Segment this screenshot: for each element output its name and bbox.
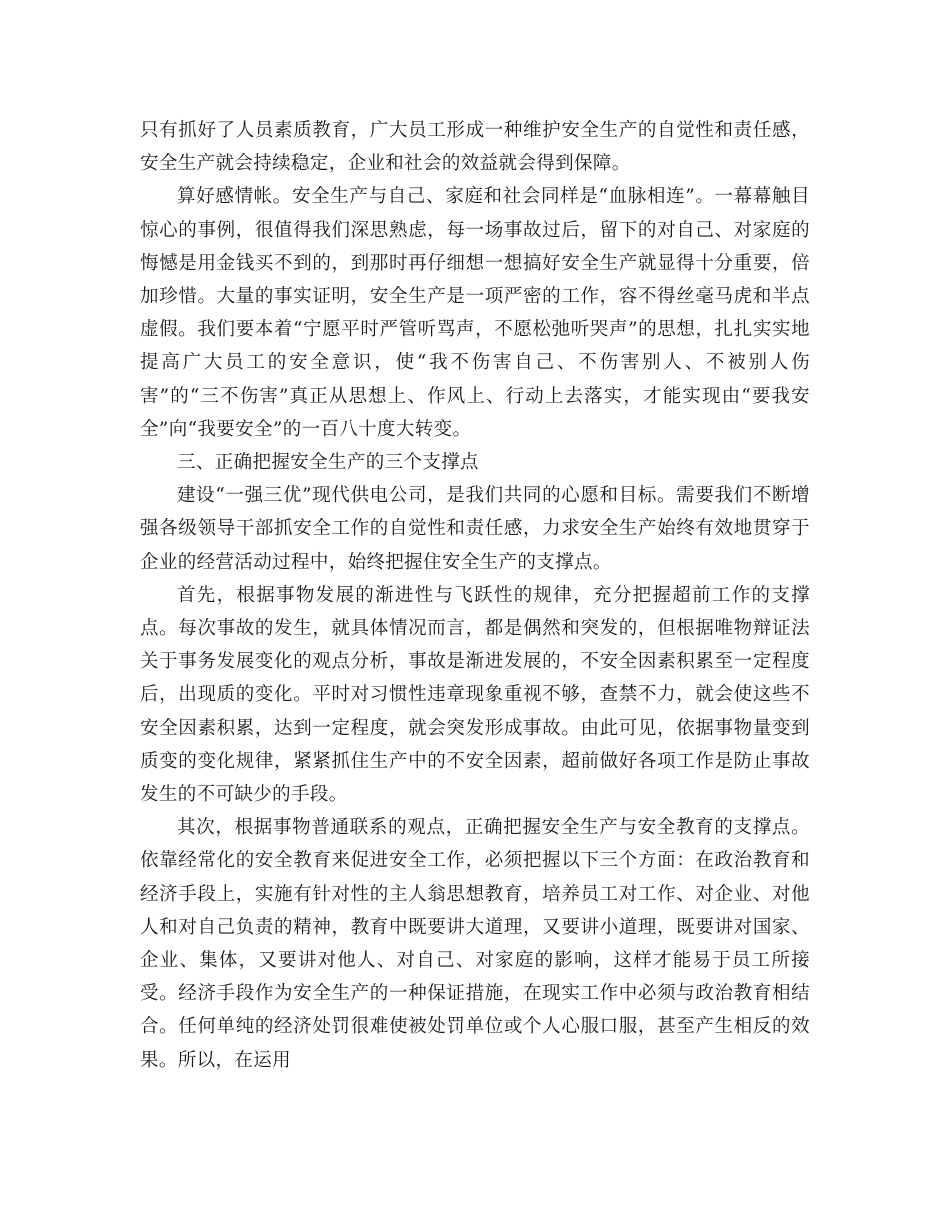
section-heading: 三、正确把握安全生产的三个支撑点 (177, 452, 479, 474)
paragraph-second-point: 其次，根据事物普通联系的观点，正确把握安全生产与安全教育的支撑点。依靠经常化的安全教育来促进安全工作，必须把握以下三个方面：在政治教育和经济手段上，实施有针对性的主人翁思想教育，培养员工对工作、对企业、对他人和对自己负责的精神，教育中既要讲大道理，又要讲小道理，既要讲对国家、企业、集体，又要讲对他人、对自己、对家庭的影响，这样才能易于员工所接受。经济手段作为安全生产的一种保证措施，在现实工作中必须与政治教育相结合。任何单纯的经济处罚很难使被处罚单位或个人心服口服，甚至产生相反的效果。所以，在运用 (140, 817, 810, 1071)
paragraph-emotional-account: 算好感情帐。安全生产与自己、家庭和社会同样是“血脉相连”。一幕幕触目惊心的事例，很值得我们深思熟虑，每一场事故过后，留下的对自己、对家庭的悔憾是用金钱买不到的，到那时再仔细想一想搞好安全生产就显得十分重要，倍加珍惜。大量的事实证明，安全生产是一项严密的工作，容不得丝毫马虎和半点虚假。我们要本着“宁愿平时严管听骂声，不愿松弛听哭声”的思想，扎扎实实地提高广大员工的安全意识，使“我不伤害自己、不伤害别人、不被别人伤害”的“三不伤害”真正从思想上、作风上、行动上去落实，才能实现由“要我安全”向“我要安全”的一百八十度大转变。 (140, 186, 810, 440)
paragraph-first-point: 首先，根据事物发展的渐进性与飞跃性的规律，充分把握超前工作的支撑点。每次事故的发生，就具体情况而言，都是偶然和突发的，但根据唯物辩证法关于事务发展变化的观点分析，事故是渐进发展的，不安全因素积累至一定程度后，出现质的变化。平时对习惯性违章现象重视不够，查禁不力，就会使这些不安全因素积累，达到一定程度，就会突发形成事故。由此可见，依据事物量变到质变的变化规律，紧紧抓住生产中的不安全因素，超前做好各项工作是防止事故发生的不可缺少的手段。 (140, 584, 810, 806)
paragraph-intro: 建设“一强三优”现代供电公司，是我们共同的心愿和目标。需要我们不断增强各级领导干部抓安全工作的自觉性和责任感，力求安全生产始终有效地贯穿于企业的经营活动过程中，始终把握住安全生产的支撑点。 (140, 485, 810, 573)
paragraph-continuation: 只有抓好了人员素质教育，广大员工形成一种维护安全生产的自觉性和责任感，安全生产就会持续稳定，企业和社会的效益就会得到保障。 (140, 120, 810, 175)
document-body (140, 114, 810, 1077)
